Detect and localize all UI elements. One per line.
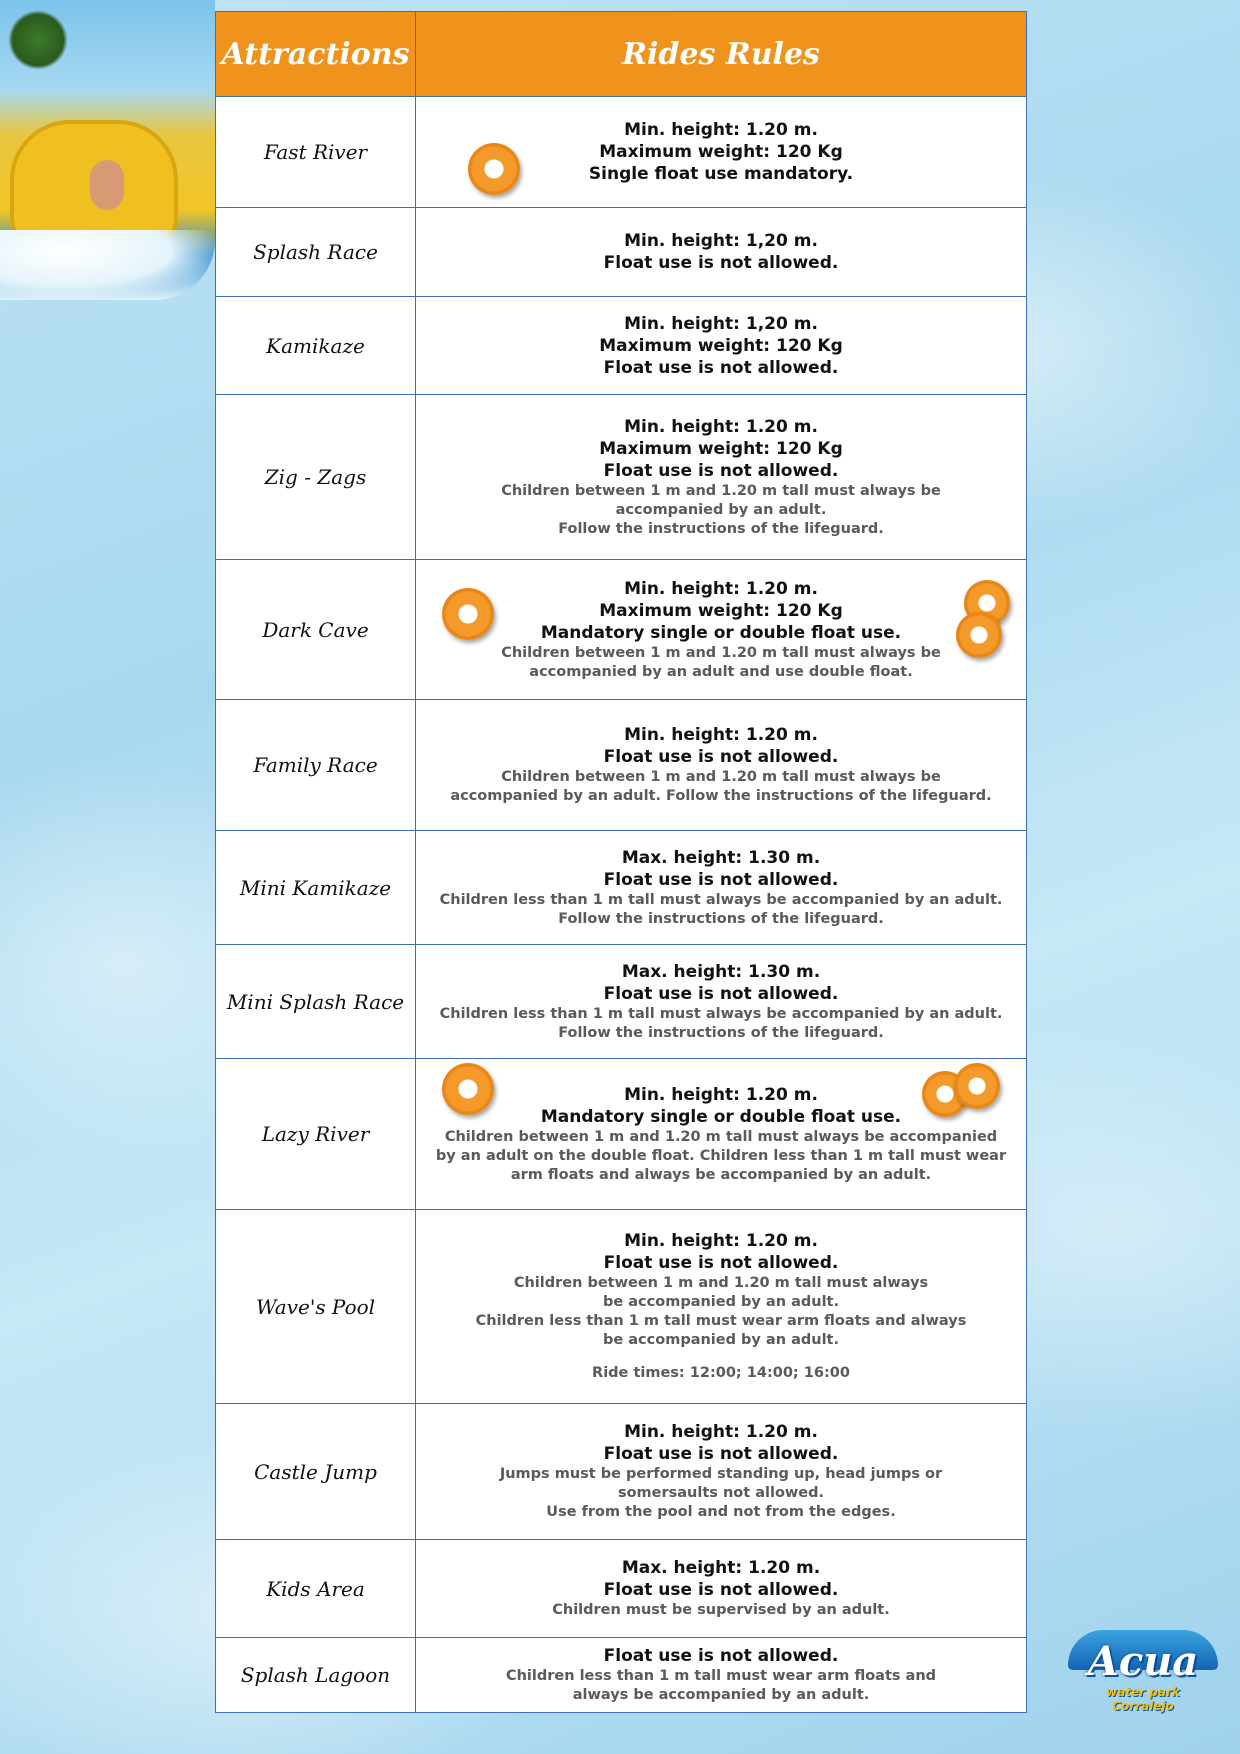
attraction-name: Wave's Pool: [216, 1210, 416, 1404]
table-row: [216, 700, 1027, 831]
detail-rule-line: Children must be supervised by an adult.: [552, 1602, 890, 1618]
detail-rule-line: Children less than 1 m tall must always be accompanied by an adult.: [439, 1005, 1003, 1022]
main-rule-line: Min. height: 1,20 m.: [624, 313, 818, 334]
ride-rules-cell: [416, 208, 1027, 297]
attraction-name: Kids Area: [216, 1540, 416, 1638]
main-rule-line: Max. height: 1.30 m.: [621, 961, 821, 982]
main-rule-line: Maximum weight: 120 Kg: [599, 438, 843, 459]
main-rule-line: Float use is not allowed.: [603, 747, 839, 767]
double-float-icon: [956, 580, 1012, 656]
main-rule-line: Min. height: 1,20 m.: [624, 231, 818, 251]
main-rule-line: Float use is not allowed.: [603, 1580, 839, 1600]
main-rule-line: Min. height: 1.20 m.: [624, 578, 818, 599]
ride-rules-cell: [416, 1638, 1027, 1713]
rule-spacer: [416, 1350, 1026, 1364]
ride-rules-cell: [416, 700, 1027, 831]
main-rule-line: Min. height: 1.20 m.: [624, 1422, 818, 1442]
detail-rule-line: Follow the instructions of the lifeguard.: [558, 520, 884, 537]
detail-rule-line: Children between 1 m and 1.20 m tall must always: [513, 1275, 929, 1291]
detail-rule-line: arm floats and always be accompanied by an adult.: [510, 1166, 932, 1183]
main-rule-line: Float use is not allowed.: [603, 460, 839, 481]
ride-rules-cell: [416, 1540, 1027, 1638]
detail-rule-line: Follow the instructions of the lifeguard.: [558, 910, 884, 927]
ride-rules-cell: [416, 395, 1027, 560]
detail-rule-line: be accompanied by an adult.: [603, 1294, 839, 1310]
detail-rule-line: accompanied by an adult. Follow the instructions of the lifeguard.: [450, 788, 992, 804]
table-row: [216, 297, 1027, 395]
ride-rules-cell: [416, 97, 1027, 208]
water-splash: [0, 230, 215, 300]
main-rule-line: Float use is not allowed.: [603, 1253, 839, 1273]
detail-rule-line: Children between 1 m and 1.20 m tall must always be: [501, 644, 941, 661]
attraction-name: Mini Kamikaze: [216, 831, 416, 945]
main-rule-line: Mandatory single or double float use.: [540, 622, 902, 643]
acua-water-park-logo: [1068, 1630, 1218, 1738]
logo-tagline: water park: [1106, 1685, 1180, 1699]
attraction-name: Family Race: [216, 700, 416, 831]
main-rule-line: Maximum weight: 120 Kg: [599, 600, 843, 621]
ride-rules-cell: [416, 297, 1027, 395]
main-rule-line: Mandatory single or double float use.: [540, 1106, 902, 1127]
slide-rider: [90, 160, 124, 210]
ride-rules-cell: [416, 1404, 1027, 1540]
attraction-name: Dark Cave: [216, 560, 416, 700]
main-rule-line: Maximum weight: 120 Kg: [599, 142, 843, 162]
table-row: [216, 1059, 1027, 1210]
detail-rule-line: somersaults not allowed.: [617, 1485, 825, 1501]
table-row: [216, 831, 1027, 945]
main-rule-line: Max. height: 1.30 m.: [621, 847, 821, 868]
detail-rule-line: Follow the instructions of the lifeguard.: [558, 1024, 884, 1041]
table-row: [216, 945, 1027, 1059]
ride-rules-cell: [416, 945, 1027, 1059]
main-rule-line: Single float use mandatory.: [588, 164, 854, 184]
detail-rule-line: Children between 1 m and 1.20 m tall must always be: [501, 769, 941, 785]
table-row: [216, 1540, 1027, 1638]
logo-brand: Acua: [1087, 1638, 1199, 1685]
main-rule-line: Float use is not allowed.: [603, 1646, 839, 1666]
detail-rule-line: be accompanied by an adult.: [603, 1332, 839, 1348]
attraction-name: Zig - Zags: [216, 395, 416, 560]
detail-rule-line: Use from the pool and not from the edges.: [546, 1504, 896, 1520]
table-row: [216, 1210, 1027, 1404]
detail-rule-line: Ride times: 12:00; 14:00; 16:00: [592, 1365, 850, 1381]
main-rule-line: Min. height: 1.20 m.: [624, 416, 818, 437]
main-rule-line: Max. height: 1.20 m.: [621, 1558, 821, 1578]
attraction-name: Fast River: [216, 97, 416, 208]
table-header-row: [216, 12, 1027, 97]
table-row: [216, 560, 1027, 700]
ride-rules-cell: [416, 560, 1027, 700]
detail-rule-line: Children between 1 m and 1.20 m tall must always be accompanied: [444, 1128, 998, 1145]
detail-rule-line: Children less than 1 m tall must always be accompanied by an adult.: [439, 891, 1003, 908]
ride-rules-cell: [416, 1059, 1027, 1210]
water-slide-photo: [0, 0, 215, 300]
main-rule-line: Float use is not allowed.: [603, 1444, 839, 1464]
main-rule-line: Min. height: 1.20 m.: [624, 1231, 818, 1251]
attraction-name: Splash Lagoon: [216, 1638, 416, 1713]
main-rule-line: Min. height: 1.20 m.: [624, 725, 818, 745]
main-rule-line: Float use is not allowed.: [603, 869, 839, 890]
attraction-name: Lazy River: [216, 1059, 416, 1210]
rides-rules-table: [215, 11, 1027, 1713]
table-row: [216, 395, 1027, 560]
attractions-header: Attractions: [216, 12, 416, 97]
detail-rule-line: Jumps must be performed standing up, head jumps or: [499, 1466, 943, 1482]
detail-rule-line: Children less than 1 m tall must wear arm floats and: [505, 1668, 937, 1684]
attraction-name: Castle Jump: [216, 1404, 416, 1540]
main-rule-line: Maximum weight: 120 Kg: [599, 335, 843, 356]
single-float-icon: [468, 143, 520, 195]
main-rule-line: Float use is not allowed.: [603, 983, 839, 1004]
detail-rule-line: by an adult on the double float. Children less than 1 m tall must wear: [435, 1147, 1007, 1164]
main-rule-line: Float use is not allowed.: [603, 357, 839, 378]
logo-place: Corralejo: [1112, 1699, 1174, 1713]
detail-rule-line: always be accompanied by an adult.: [572, 1687, 870, 1703]
main-rule-line: Min. height: 1.20 m.: [624, 1084, 818, 1105]
detail-rule-line: Children between 1 m and 1.20 m tall must always be: [501, 482, 941, 499]
attraction-name: Kamikaze: [216, 297, 416, 395]
table-row: [216, 97, 1027, 208]
ride-rules-cell: [416, 831, 1027, 945]
detail-rule-line: accompanied by an adult.: [615, 501, 827, 518]
single-float-icon: [442, 1063, 494, 1115]
attraction-name: Mini Splash Race: [216, 945, 416, 1059]
palm-tree: [8, 10, 68, 70]
rides-rules-header: Rides Rules: [416, 12, 1027, 97]
ride-rules-cell: [416, 1210, 1027, 1404]
table-row: [216, 1404, 1027, 1540]
double-float-icon: [922, 1063, 1002, 1115]
single-float-icon: [442, 588, 494, 640]
table-row: [216, 1638, 1027, 1713]
main-rule-line: Min. height: 1.20 m.: [624, 120, 818, 140]
main-rule-line: Float use is not allowed.: [603, 253, 839, 273]
detail-rule-line: Children less than 1 m tall must wear arm floats and always: [475, 1313, 967, 1329]
detail-rule-line: accompanied by an adult and use double float.: [529, 663, 913, 680]
table-body: [216, 97, 1027, 1713]
attraction-name: Splash Race: [216, 208, 416, 297]
table-row: [216, 208, 1027, 297]
